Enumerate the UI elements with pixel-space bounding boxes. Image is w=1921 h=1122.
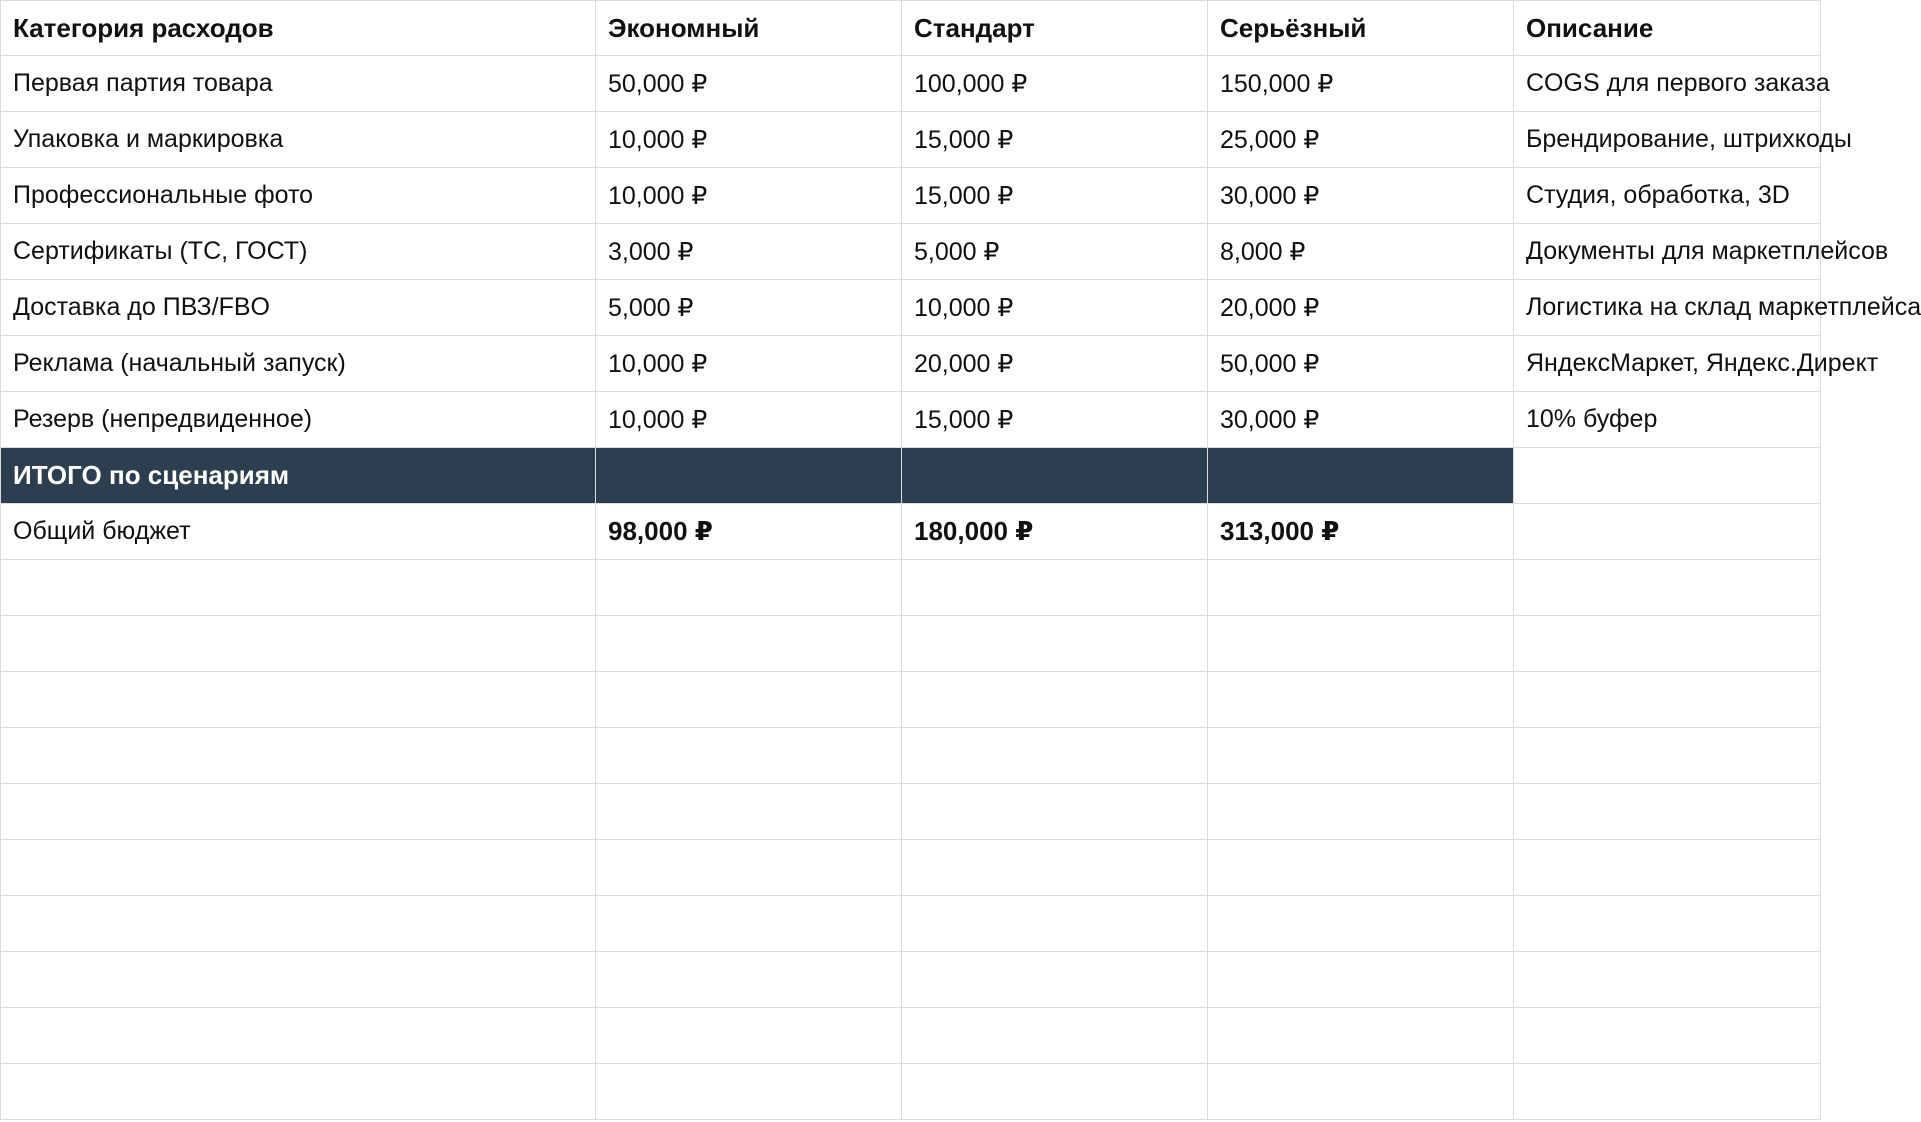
empty-cell[interactable] <box>1208 672 1514 728</box>
header-row <box>0 0 1821 56</box>
header-cell-category[interactable] <box>0 0 596 56</box>
empty-cell[interactable] <box>0 1064 596 1120</box>
empty-cell[interactable] <box>1514 672 1821 728</box>
empty-cell[interactable] <box>1208 616 1514 672</box>
table-row <box>0 224 1889 280</box>
standard-cell[interactable] <box>902 112 1208 168</box>
cell-text: 50,000 ₽ <box>1220 349 1320 378</box>
empty-cell[interactable] <box>1208 1064 1514 1120</box>
empty-cell[interactable] <box>902 784 1208 840</box>
cell-text: Брендирование, штрихкоды <box>1526 125 1852 153</box>
cell-text: COGS для первого заказа <box>1526 69 1830 97</box>
economy-cell[interactable] <box>596 392 902 448</box>
empty-cell[interactable] <box>1208 784 1514 840</box>
cell-text: 15,000 ₽ <box>914 181 1014 210</box>
header-cell-economy[interactable] <box>596 0 902 56</box>
table-row <box>0 280 1921 336</box>
cell-text: Доставка до ПВЗ/FBO <box>13 293 270 321</box>
section-header-row <box>0 448 1821 504</box>
header-label: Категория расходов <box>13 12 274 43</box>
empty-cell[interactable] <box>902 1064 1208 1120</box>
empty-cell[interactable] <box>902 896 1208 952</box>
serious-cell[interactable] <box>1208 56 1514 112</box>
header-cell-standard[interactable] <box>902 0 1208 56</box>
cell-text: 30,000 ₽ <box>1220 405 1320 434</box>
empty-row <box>0 672 1821 728</box>
serious-cell[interactable] <box>1208 112 1514 168</box>
cell-text: Сертификаты (ТС, ГОСТ) <box>13 237 308 265</box>
empty-cell[interactable] <box>1208 952 1514 1008</box>
header-label: Стандарт <box>914 12 1035 43</box>
standard-cell[interactable] <box>902 168 1208 224</box>
cell-text: 10,000 ₽ <box>914 293 1014 322</box>
empty-cell[interactable] <box>0 728 596 784</box>
economy-cell[interactable] <box>596 336 902 392</box>
description-cell[interactable] <box>1514 280 1921 336</box>
empty-cell[interactable] <box>596 784 902 840</box>
empty-row <box>0 840 1821 896</box>
header-label: Серьёзный <box>1220 12 1367 43</box>
empty-cell[interactable] <box>902 952 1208 1008</box>
header-label: Экономный <box>608 12 760 43</box>
description-cell[interactable] <box>1514 112 1852 168</box>
table-row <box>0 168 1821 224</box>
table-row <box>0 336 1879 392</box>
total-value: 98,000 ₽ <box>608 516 713 546</box>
total-label-cell[interactable] <box>0 504 596 560</box>
empty-cell[interactable] <box>1514 1064 1821 1120</box>
empty-cell[interactable] <box>1208 560 1514 616</box>
standard-cell[interactable] <box>902 392 1208 448</box>
cell-text: 10,000 ₽ <box>608 405 708 434</box>
empty-cell[interactable] <box>902 728 1208 784</box>
empty-cell[interactable] <box>1208 896 1514 952</box>
cell-text: 10,000 ₽ <box>608 181 708 210</box>
standard-cell[interactable] <box>902 224 1208 280</box>
empty-cell[interactable] <box>596 616 902 672</box>
empty-cell[interactable] <box>1514 952 1821 1008</box>
empty-cell[interactable] <box>596 560 902 616</box>
header-label: Описание <box>1526 12 1654 43</box>
description-cell[interactable] <box>1514 168 1821 224</box>
empty-cell[interactable] <box>0 560 596 616</box>
table-row <box>0 56 1830 112</box>
empty-cell[interactable] <box>1514 728 1821 784</box>
empty-cell[interactable] <box>0 784 596 840</box>
cell-text: 5,000 ₽ <box>608 293 694 322</box>
section-label-cell[interactable] <box>0 448 596 504</box>
cell-text: 30,000 ₽ <box>1220 181 1320 210</box>
standard-total-cell[interactable] <box>902 504 1208 560</box>
cell-text: 15,000 ₽ <box>914 405 1014 434</box>
section-fill-cell[interactable] <box>1208 448 1514 504</box>
empty-cell[interactable] <box>0 896 596 952</box>
cell-text: 5,000 ₽ <box>914 237 1000 266</box>
economy-cell[interactable] <box>596 280 902 336</box>
empty-cell[interactable] <box>1208 1008 1514 1064</box>
description-total-cell[interactable] <box>1514 504 1821 560</box>
empty-row <box>0 952 1821 1008</box>
cell-text: Профессиональные фото <box>13 181 314 209</box>
empty-row <box>0 1064 1821 1120</box>
category-cell[interactable] <box>0 336 596 392</box>
cell-text: 150,000 ₽ <box>1220 69 1334 98</box>
category-cell[interactable] <box>0 168 596 224</box>
cell-text: 10% буфер <box>1526 405 1658 433</box>
empty-cell[interactable] <box>1514 560 1821 616</box>
empty-cell[interactable] <box>1208 840 1514 896</box>
empty-cell[interactable] <box>902 560 1208 616</box>
empty-cell[interactable] <box>596 672 902 728</box>
cell-text: Первая партия товара <box>13 69 273 97</box>
cell-text: 10,000 ₽ <box>608 125 708 154</box>
description-cell[interactable] <box>1514 56 1830 112</box>
empty-cell[interactable] <box>902 1008 1208 1064</box>
category-cell[interactable] <box>0 280 596 336</box>
cell-text: Документы для маркетплейсов <box>1526 237 1889 265</box>
serious-cell[interactable] <box>1208 392 1514 448</box>
description-cell[interactable] <box>1514 336 1879 392</box>
category-cell[interactable] <box>0 224 596 280</box>
serious-cell[interactable] <box>1208 280 1514 336</box>
economy-cell[interactable] <box>596 112 902 168</box>
cell-text: 8,000 ₽ <box>1220 237 1306 266</box>
standard-cell[interactable] <box>902 280 1208 336</box>
cell-text: 50,000 ₽ <box>608 69 708 98</box>
empty-cell[interactable] <box>1514 896 1821 952</box>
empty-cell[interactable] <box>0 616 596 672</box>
cell-text: Студия, обработка, 3D <box>1526 181 1790 209</box>
empty-cell[interactable] <box>596 952 902 1008</box>
empty-cell[interactable] <box>1514 840 1821 896</box>
economy-cell[interactable] <box>596 224 902 280</box>
total-value: 180,000 ₽ <box>914 516 1034 546</box>
total-label: Общий бюджет <box>13 517 191 545</box>
table-row <box>0 112 1852 168</box>
empty-cell[interactable] <box>1208 728 1514 784</box>
cell-text: Реклама (начальный запуск) <box>13 349 346 377</box>
empty-cell[interactable] <box>0 952 596 1008</box>
header-cell-serious[interactable] <box>1208 0 1514 56</box>
cell-text: Резерв (непредвиденное) <box>13 405 313 433</box>
empty-row <box>0 616 1821 672</box>
empty-cell[interactable] <box>596 840 902 896</box>
cell-text: 25,000 ₽ <box>1220 125 1320 154</box>
empty-cell[interactable] <box>1514 616 1821 672</box>
empty-cell[interactable] <box>902 672 1208 728</box>
empty-cell[interactable] <box>0 1008 596 1064</box>
section-fill-cell[interactable] <box>902 448 1208 504</box>
table-row <box>0 392 1821 448</box>
empty-cell[interactable] <box>596 728 902 784</box>
cell-text: ЯндексМаркет, Яндекс.Директ <box>1526 349 1879 377</box>
category-cell[interactable] <box>0 392 596 448</box>
header-cell-description[interactable] <box>1514 0 1821 56</box>
empty-cell[interactable] <box>596 896 902 952</box>
serious-cell[interactable] <box>1208 336 1514 392</box>
standard-cell[interactable] <box>902 56 1208 112</box>
cell-text: 20,000 ₽ <box>914 349 1014 378</box>
empty-cell[interactable] <box>0 672 596 728</box>
empty-cell[interactable] <box>596 1064 902 1120</box>
total-value: 313,000 ₽ <box>1220 516 1340 546</box>
empty-row <box>0 728 1821 784</box>
empty-row <box>0 560 1821 616</box>
empty-cell[interactable] <box>1514 784 1821 840</box>
cell-text: 3,000 ₽ <box>608 237 694 266</box>
standard-cell[interactable] <box>902 336 1208 392</box>
section-fill-cell[interactable] <box>596 448 902 504</box>
empty-cell[interactable] <box>1514 448 1821 504</box>
cell-text: 20,000 ₽ <box>1220 293 1320 322</box>
economy-total-cell[interactable] <box>596 504 902 560</box>
empty-row <box>0 1008 1821 1064</box>
serious-cell[interactable] <box>1208 168 1514 224</box>
economy-cell[interactable] <box>596 168 902 224</box>
empty-cell[interactable] <box>1514 1008 1821 1064</box>
description-cell[interactable] <box>1514 224 1889 280</box>
empty-cell[interactable] <box>596 1008 902 1064</box>
total-row <box>0 504 1821 560</box>
cell-text: 15,000 ₽ <box>914 125 1014 154</box>
description-cell[interactable] <box>1514 392 1821 448</box>
cell-text: 10,000 ₽ <box>608 349 708 378</box>
section-label: ИТОГО по сценариям <box>13 460 290 490</box>
empty-cell[interactable] <box>0 840 596 896</box>
category-cell[interactable] <box>0 112 596 168</box>
cell-text: 100,000 ₽ <box>914 69 1028 98</box>
empty-row <box>0 784 1821 840</box>
serious-cell[interactable] <box>1208 224 1514 280</box>
economy-cell[interactable] <box>596 56 902 112</box>
empty-row <box>0 896 1821 952</box>
category-cell[interactable] <box>0 56 596 112</box>
serious-total-cell[interactable] <box>1208 504 1514 560</box>
cell-text: Упаковка и маркировка <box>13 125 284 153</box>
empty-cell[interactable] <box>902 840 1208 896</box>
empty-cell[interactable] <box>902 616 1208 672</box>
cell-text: Логистика на склад маркетплейса <box>1526 293 1921 321</box>
